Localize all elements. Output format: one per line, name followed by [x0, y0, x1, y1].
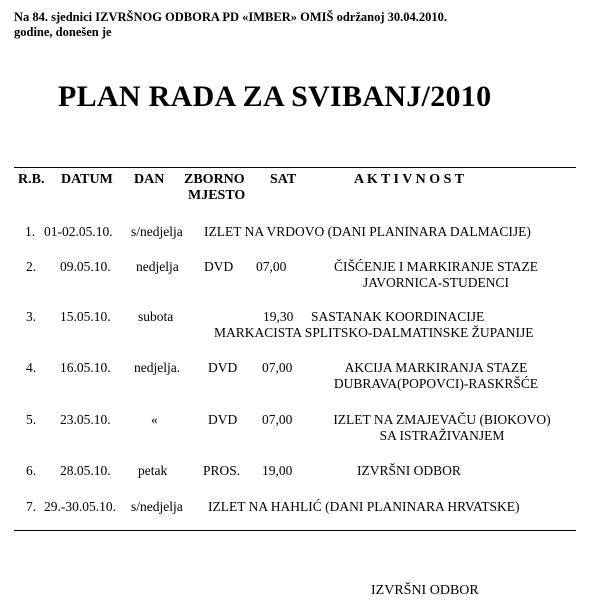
row-1-rb: 1.: [25, 224, 36, 239]
row-6-dan: petak: [138, 463, 168, 478]
header-mjesto: MJESTO: [188, 188, 246, 203]
row-1-dan: s/nedjelja: [131, 224, 183, 239]
row-7-aktivnost: IZLET NA HAHLIĆ (DANI PLANINARA HRVATSKE): [208, 499, 520, 514]
row-3-sat: 19,30: [263, 309, 294, 324]
header-zborno: ZBORNO: [184, 172, 245, 187]
row-3-rb: 3.: [26, 309, 37, 324]
intro-line-1: Na 84. sjednici IZVRŠNOG ODBORA PD «IMBER» OMIŠ održanoj 30.04.2010.: [14, 10, 448, 24]
signature-board: IZVRŠNI ODBOR: [371, 583, 479, 598]
header-aktivnost: A K T I V N O S T: [354, 172, 464, 187]
row-4-mjesto: DVD: [208, 360, 238, 375]
row-1-datum: 01-02.05.10.: [44, 224, 113, 239]
row-2-rb: 2.: [26, 259, 37, 274]
row-7-dan: s/nedjelja: [131, 499, 183, 514]
row-5-datum: 23.05.10.: [60, 412, 111, 427]
row-2-sat: 07,00: [256, 259, 287, 274]
row-5-aktivnost-2: SA ISTRAŽIVANJEM: [379, 428, 505, 443]
row-6-mjesto: PROS.: [203, 463, 241, 478]
intro-line-2: godine, donešen je: [14, 25, 112, 39]
row-4-datum: 16.05.10.: [60, 360, 111, 375]
row-5-sat: 07,00: [262, 412, 293, 427]
page-title: PLAN RADA ZA SVIBANJ/2010: [58, 80, 492, 113]
table-bottom-rule: [14, 530, 576, 531]
row-3-datum: 15.05.10.: [60, 309, 111, 324]
row-4-sat: 07,00: [262, 360, 293, 375]
row-2-dan: nedjelja: [136, 259, 179, 274]
table-top-rule: [14, 167, 576, 168]
header-dan: DAN: [134, 172, 165, 187]
row-3-aktivnost-1: SASTANAK KOORDINACIJE: [311, 309, 485, 324]
row-5-dan: «: [151, 412, 158, 427]
header-rb: R.B.: [18, 172, 45, 187]
row-4-dan: nedjelja.: [134, 360, 181, 375]
row-7-rb: 7.: [26, 499, 37, 514]
row-2-aktivnost-1: ČIŠĆENJE I MARKIRANJE STAZE: [333, 259, 539, 274]
row-6-sat: 19,00: [262, 463, 293, 478]
row-3-aktivnost-2: MARKACISTA SPLITSKO-DALMATINSKE ŽUPANIJE: [214, 325, 534, 340]
row-4-aktivnost-2: DUBRAVA(POPOVCI)-RASKRŠĆE: [333, 376, 539, 391]
row-3-dan: subota: [138, 309, 174, 324]
header-sat: SAT: [270, 172, 297, 187]
row-4-rb: 4.: [26, 360, 37, 375]
row-5-aktivnost-1: IZLET NA ZMAJEVAČU (BIOKOVO): [333, 412, 551, 427]
intro-text: [14, 10, 447, 40]
row-7-datum: 29.-30.05.10.: [44, 499, 116, 514]
row-1-aktivnost: IZLET NA VRDOVO (DANI PLANINARA DALMACIJE): [204, 224, 531, 239]
row-5-rb: 5.: [26, 412, 37, 427]
row-2-datum: 09.05.10.: [60, 259, 111, 274]
row-2-aktivnost-2: JAVORNICA-STUDENCI: [362, 275, 509, 290]
row-4-aktivnost-1: AKCIJA MARKIRANJA STAZE: [344, 360, 528, 375]
row-2-mjesto: DVD: [204, 259, 234, 274]
row-5-mjesto: DVD: [208, 412, 238, 427]
row-6-aktivnost: IZVRŠNI ODBOR: [357, 463, 461, 478]
row-6-rb: 6.: [26, 463, 37, 478]
row-6-datum: 28.05.10.: [60, 463, 111, 478]
header-datum: DATUM: [61, 172, 113, 187]
